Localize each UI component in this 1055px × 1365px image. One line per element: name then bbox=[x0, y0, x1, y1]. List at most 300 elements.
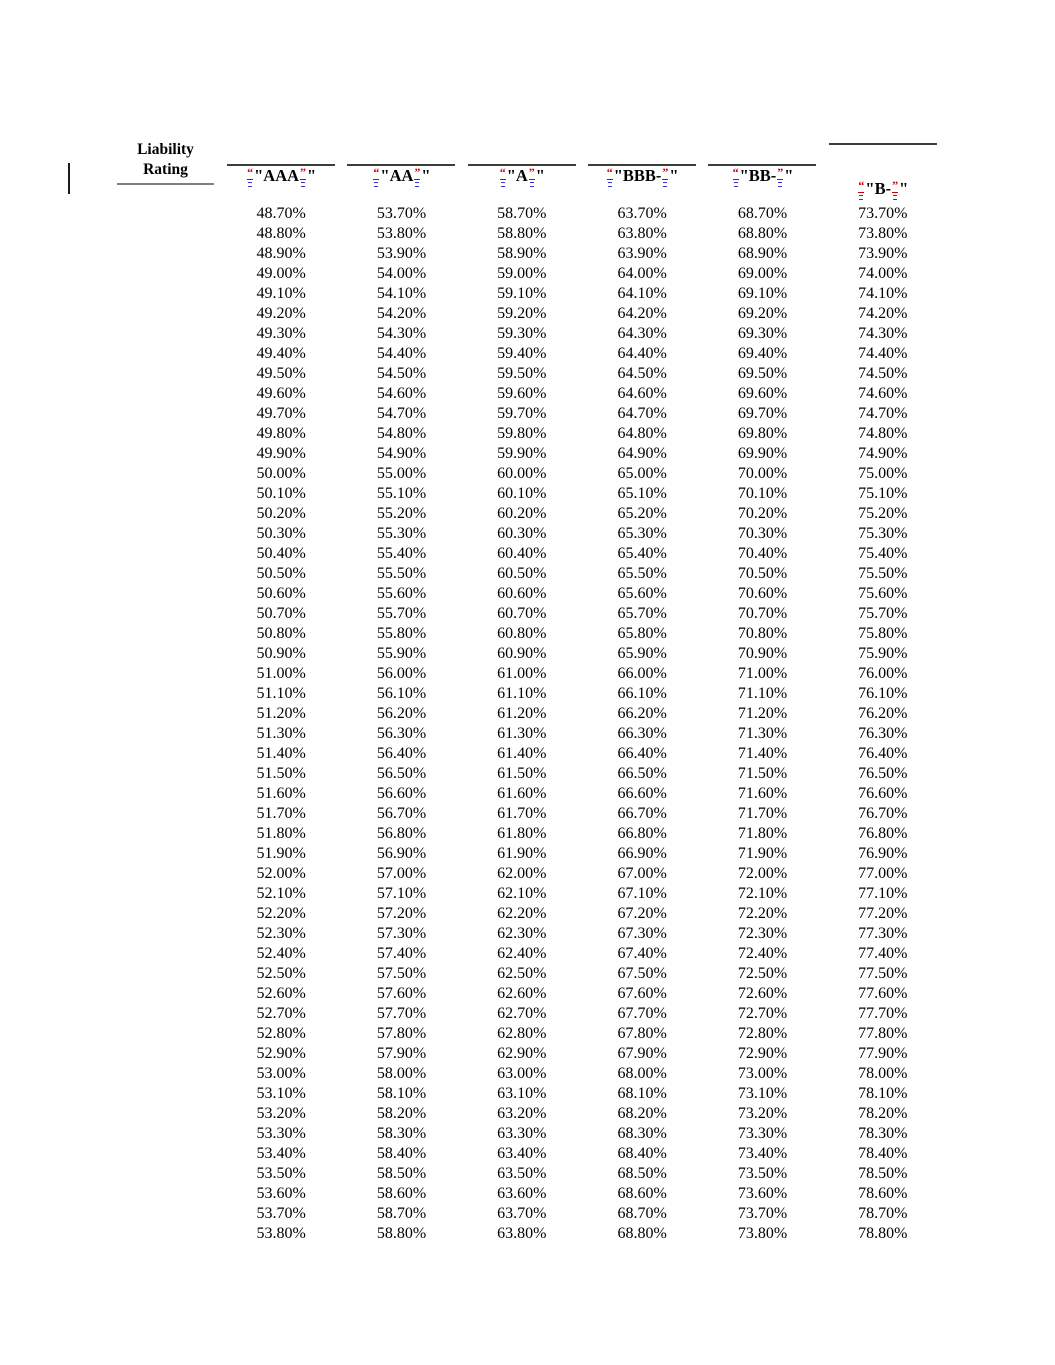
table-row bbox=[221, 1184, 943, 1204]
table-row bbox=[221, 744, 943, 764]
table-cell: 64.30% bbox=[617, 325, 667, 342]
table-cell: 64.70% bbox=[617, 405, 667, 422]
column-overline bbox=[829, 143, 937, 145]
table-cell: 73.70% bbox=[858, 205, 908, 222]
table-cell: 65.80% bbox=[617, 625, 667, 642]
table-row bbox=[221, 664, 943, 684]
inserted-close-quote: ” bbox=[777, 165, 784, 179]
table-body bbox=[221, 204, 943, 1244]
table-cell: 68.20% bbox=[617, 1105, 667, 1122]
column-label: AA bbox=[389, 166, 414, 185]
table-row bbox=[221, 704, 943, 724]
table-cell: 76.80% bbox=[858, 825, 908, 842]
table-cell: 55.20% bbox=[376, 505, 427, 522]
table-cell: 50.30% bbox=[256, 525, 306, 542]
table-cell: 74.30% bbox=[858, 325, 908, 342]
table-cell: 75.30% bbox=[858, 525, 908, 542]
table-cell: 65.70% bbox=[617, 605, 667, 622]
table-cell: 73.40% bbox=[737, 1145, 788, 1162]
table-cell: 77.00% bbox=[858, 865, 908, 882]
table-cell: 64.80% bbox=[617, 425, 667, 442]
table-cell: 55.40% bbox=[376, 545, 427, 562]
row-header-line2: Rating bbox=[143, 161, 188, 178]
table-cell: 61.80% bbox=[497, 825, 547, 842]
table-cell: 64.90% bbox=[617, 445, 667, 462]
table-cell: 64.10% bbox=[617, 285, 667, 302]
table-cell: 72.30% bbox=[737, 925, 788, 942]
table-row bbox=[221, 464, 943, 484]
table-cell: 56.20% bbox=[376, 705, 427, 722]
column-label: BB- bbox=[748, 166, 777, 185]
table-cell: 49.80% bbox=[256, 425, 306, 442]
table-cell: 65.90% bbox=[617, 645, 667, 662]
table-cell: 71.40% bbox=[737, 745, 788, 762]
table-cell: 74.50% bbox=[858, 365, 908, 382]
table-cell: 51.70% bbox=[256, 805, 306, 822]
inserted-open-quote: “ bbox=[732, 165, 739, 179]
table-cell: 61.10% bbox=[497, 685, 547, 702]
table-cell: 53.10% bbox=[256, 1085, 306, 1102]
table-row bbox=[221, 924, 943, 944]
column-header-aaa bbox=[221, 143, 341, 205]
table-cell: 69.10% bbox=[737, 285, 788, 302]
table-cell: 61.40% bbox=[497, 745, 547, 762]
table-cell: 78.10% bbox=[858, 1085, 908, 1102]
original-straight-quote: " bbox=[535, 166, 545, 185]
table-cell: 68.90% bbox=[737, 245, 788, 262]
table-cell: 65.40% bbox=[617, 545, 667, 562]
table-cell: 72.00% bbox=[737, 865, 788, 882]
table-cell: 56.30% bbox=[376, 725, 427, 742]
table-cell: 67.30% bbox=[617, 925, 667, 942]
table-cell: 77.60% bbox=[858, 985, 908, 1002]
table-row bbox=[221, 284, 943, 304]
table-cell: 56.10% bbox=[376, 685, 427, 702]
table-cell: 69.20% bbox=[737, 305, 788, 322]
table-cell: 64.50% bbox=[617, 365, 667, 382]
table-row bbox=[221, 1024, 943, 1044]
table-cell: 76.40% bbox=[858, 745, 908, 762]
table-cell: 60.20% bbox=[497, 505, 547, 522]
table-cell: 51.50% bbox=[256, 765, 306, 782]
table-cell: 52.70% bbox=[256, 1005, 306, 1022]
table-cell: 58.30% bbox=[376, 1125, 427, 1142]
table-row bbox=[221, 944, 943, 964]
original-straight-quote: " bbox=[380, 166, 390, 185]
table-cell: 48.70% bbox=[256, 205, 306, 222]
table-cell: 68.70% bbox=[737, 205, 788, 222]
table-cell: 66.50% bbox=[617, 765, 667, 782]
table-cell: 66.80% bbox=[617, 825, 667, 842]
table-cell: 65.10% bbox=[617, 485, 667, 502]
table-row bbox=[221, 1124, 943, 1144]
table-cell: 58.20% bbox=[376, 1105, 427, 1122]
table-cell: 71.00% bbox=[737, 665, 788, 682]
table-cell: 55.00% bbox=[376, 465, 427, 482]
table-row bbox=[221, 484, 943, 504]
table-row bbox=[221, 304, 943, 324]
table-cell: 52.20% bbox=[256, 905, 306, 922]
table-cell: 50.10% bbox=[256, 485, 306, 502]
table-cell: 62.40% bbox=[497, 945, 547, 962]
table-cell: 72.60% bbox=[737, 985, 788, 1002]
table-cell: 63.20% bbox=[497, 1105, 547, 1122]
table-cell: 69.80% bbox=[737, 425, 788, 442]
table-cell: 48.90% bbox=[256, 245, 306, 262]
table-cell: 53.30% bbox=[256, 1125, 306, 1142]
column-header-bbb-minus bbox=[582, 143, 702, 205]
table-row bbox=[221, 1084, 943, 1104]
column-header-bb-minus bbox=[702, 143, 822, 205]
table-cell: 59.50% bbox=[497, 365, 547, 382]
table-cell: 56.00% bbox=[376, 665, 427, 682]
column-label: A bbox=[515, 166, 528, 185]
table-cell: 68.10% bbox=[617, 1085, 667, 1102]
table-cell: 72.40% bbox=[737, 945, 788, 962]
table-cell: 67.40% bbox=[617, 945, 667, 962]
table-cell: 72.10% bbox=[737, 885, 788, 902]
table-cell: 65.60% bbox=[617, 585, 667, 602]
table-cell: 61.50% bbox=[497, 765, 547, 782]
table-cell: 70.20% bbox=[737, 505, 788, 522]
table-cell: 51.80% bbox=[256, 825, 306, 842]
table-cell: 49.90% bbox=[256, 445, 306, 462]
table-cell: 52.00% bbox=[256, 865, 306, 882]
original-straight-quote: " bbox=[784, 166, 794, 185]
inserted-close-quote: ” bbox=[528, 165, 535, 179]
table-cell: 72.50% bbox=[737, 965, 788, 982]
table-row bbox=[221, 624, 943, 644]
table-cell: 73.70% bbox=[737, 1205, 788, 1222]
row-header-liability-rating bbox=[117, 140, 214, 185]
table-cell: 75.60% bbox=[858, 585, 908, 602]
table-cell: 59.30% bbox=[497, 325, 547, 342]
table-cell: 77.30% bbox=[858, 925, 908, 942]
table-cell: 78.40% bbox=[858, 1145, 908, 1162]
table-cell: 59.70% bbox=[497, 405, 547, 422]
table-cell: 77.40% bbox=[858, 945, 908, 962]
table-cell: 72.70% bbox=[737, 1005, 788, 1022]
inserted-open-quote: “ bbox=[247, 165, 254, 179]
table-cell: 54.50% bbox=[376, 365, 427, 382]
table-cell: 50.60% bbox=[256, 585, 306, 602]
table-cell: 66.60% bbox=[617, 785, 667, 802]
table-cell: 74.20% bbox=[858, 305, 908, 322]
table-cell: 56.60% bbox=[376, 785, 427, 802]
table-cell: 73.30% bbox=[737, 1125, 788, 1142]
table-cell: 59.40% bbox=[497, 345, 547, 362]
table-cell: 74.70% bbox=[858, 405, 908, 422]
original-straight-quote: " bbox=[506, 166, 516, 185]
table-cell: 53.00% bbox=[256, 1065, 306, 1082]
table-cell: 63.00% bbox=[497, 1065, 547, 1082]
table-row bbox=[221, 724, 943, 744]
table-row bbox=[221, 1064, 943, 1084]
table-cell: 73.80% bbox=[737, 1225, 788, 1242]
inserted-close-quote: ” bbox=[662, 165, 669, 179]
table-cell: 57.10% bbox=[376, 885, 427, 902]
table-cell: 59.80% bbox=[497, 425, 547, 442]
table-row bbox=[221, 684, 943, 704]
table-cell: 60.60% bbox=[497, 585, 547, 602]
table-row bbox=[221, 1004, 943, 1024]
table-cell: 55.50% bbox=[376, 565, 427, 582]
table-cell: 65.50% bbox=[617, 565, 667, 582]
table-cell: 57.70% bbox=[376, 1005, 427, 1022]
table-cell: 50.90% bbox=[256, 645, 306, 662]
table-cell: 61.00% bbox=[497, 665, 547, 682]
table-cell: 74.90% bbox=[858, 445, 908, 462]
table-cell: 78.30% bbox=[858, 1125, 908, 1142]
original-straight-quote: " bbox=[865, 179, 875, 198]
table-cell: 59.00% bbox=[497, 265, 547, 282]
table-cell: 52.90% bbox=[256, 1045, 306, 1062]
table-cell: 67.80% bbox=[617, 1025, 667, 1042]
table-cell: 69.40% bbox=[737, 345, 788, 362]
table-cell: 77.50% bbox=[858, 965, 908, 982]
table-cell: 50.00% bbox=[256, 465, 306, 482]
table-cell: 63.30% bbox=[497, 1125, 547, 1142]
table-cell: 62.20% bbox=[497, 905, 547, 922]
table-cell: 58.70% bbox=[376, 1205, 427, 1222]
table-cell: 76.60% bbox=[858, 785, 908, 802]
table-cell: 60.00% bbox=[497, 465, 547, 482]
table-cell: 52.80% bbox=[256, 1025, 306, 1042]
table-cell: 67.00% bbox=[617, 865, 667, 882]
table-cell: 73.60% bbox=[737, 1185, 788, 1202]
table-cell: 78.50% bbox=[858, 1165, 908, 1182]
table-cell: 54.40% bbox=[376, 345, 427, 362]
table-cell: 58.00% bbox=[376, 1065, 427, 1082]
table-cell: 60.40% bbox=[497, 545, 547, 562]
table-cell: 62.60% bbox=[497, 985, 547, 1002]
table-cell: 62.10% bbox=[497, 885, 547, 902]
table-row bbox=[221, 384, 943, 404]
table-cell: 60.70% bbox=[497, 605, 547, 622]
table-row bbox=[221, 1104, 943, 1124]
table-cell: 58.10% bbox=[376, 1085, 427, 1102]
table-cell: 54.30% bbox=[376, 325, 427, 342]
table-cell: 58.90% bbox=[497, 245, 547, 262]
table-cell: 73.80% bbox=[858, 225, 908, 242]
table-cell: 71.10% bbox=[737, 685, 788, 702]
table-cell: 65.20% bbox=[617, 505, 667, 522]
table-cell: 54.60% bbox=[376, 385, 427, 402]
table-cell: 62.90% bbox=[497, 1045, 547, 1062]
table-cell: 68.30% bbox=[617, 1125, 667, 1142]
table-cell: 52.10% bbox=[256, 885, 306, 902]
table-cell: 49.00% bbox=[256, 265, 306, 282]
table-cell: 53.20% bbox=[256, 1105, 306, 1122]
table-cell: 54.10% bbox=[376, 285, 427, 302]
table-row bbox=[221, 444, 943, 464]
table-cell: 57.30% bbox=[376, 925, 427, 942]
table-cell: 63.70% bbox=[497, 1205, 547, 1222]
table-cell: 72.20% bbox=[737, 905, 788, 922]
table-row bbox=[221, 864, 943, 884]
table-row bbox=[221, 424, 943, 444]
table-cell: 53.80% bbox=[376, 225, 427, 242]
table-cell: 67.10% bbox=[617, 885, 667, 902]
table-cell: 66.30% bbox=[617, 725, 667, 742]
table-cell: 66.70% bbox=[617, 805, 667, 822]
row-header-line1: Liability bbox=[137, 141, 194, 158]
table-cell: 75.10% bbox=[858, 485, 908, 502]
table-cell: 63.70% bbox=[617, 205, 667, 222]
table-cell: 71.80% bbox=[737, 825, 788, 842]
table-cell: 70.40% bbox=[737, 545, 788, 562]
table-cell: 53.50% bbox=[256, 1165, 306, 1182]
table-cell: 54.90% bbox=[376, 445, 427, 462]
table-row bbox=[221, 844, 943, 864]
original-straight-quote: " bbox=[421, 166, 431, 185]
table-cell: 63.50% bbox=[497, 1165, 547, 1182]
table-cell: 61.30% bbox=[497, 725, 547, 742]
table-cell: 69.00% bbox=[737, 265, 788, 282]
table-row bbox=[221, 644, 943, 664]
table-cell: 70.80% bbox=[737, 625, 788, 642]
table-row bbox=[221, 504, 943, 524]
table-cell: 50.40% bbox=[256, 545, 306, 562]
table-cell: 64.60% bbox=[617, 385, 667, 402]
table-cell: 62.70% bbox=[497, 1005, 547, 1022]
table-cell: 53.60% bbox=[256, 1185, 306, 1202]
table-cell: 57.20% bbox=[376, 905, 427, 922]
table-cell: 53.40% bbox=[256, 1145, 306, 1162]
table-cell: 77.80% bbox=[858, 1025, 908, 1042]
table-cell: 66.10% bbox=[617, 685, 667, 702]
table-cell: 70.50% bbox=[737, 565, 788, 582]
inserted-open-quote: “ bbox=[858, 178, 865, 192]
table-cell: 75.20% bbox=[858, 505, 908, 522]
table-cell: 54.70% bbox=[376, 405, 427, 422]
inserted-open-quote: “ bbox=[606, 165, 613, 179]
table-cell: 67.90% bbox=[617, 1045, 667, 1062]
table-cell: 77.70% bbox=[858, 1005, 908, 1022]
table-cell: 49.20% bbox=[256, 305, 306, 322]
inserted-open-quote: “ bbox=[373, 165, 380, 179]
table-cell: 58.80% bbox=[376, 1225, 427, 1242]
table-cell: 78.80% bbox=[858, 1225, 908, 1242]
table-cell: 60.50% bbox=[497, 565, 547, 582]
table-cell: 57.90% bbox=[376, 1045, 427, 1062]
original-straight-quote: " bbox=[899, 179, 909, 198]
original-straight-quote: " bbox=[613, 166, 623, 185]
table-cell: 77.20% bbox=[858, 905, 908, 922]
tracked-change-bar bbox=[68, 163, 70, 194]
table-cell: 50.20% bbox=[256, 505, 306, 522]
table-cell: 72.90% bbox=[737, 1045, 788, 1062]
table-cell: 58.50% bbox=[376, 1165, 427, 1182]
table-row bbox=[221, 584, 943, 604]
table-cell: 60.90% bbox=[497, 645, 547, 662]
table-cell: 74.60% bbox=[858, 385, 908, 402]
table-cell: 53.90% bbox=[376, 245, 427, 262]
table-cell: 59.20% bbox=[497, 305, 547, 322]
table-cell: 52.40% bbox=[256, 945, 306, 962]
table-cell: 75.80% bbox=[858, 625, 908, 642]
table-row bbox=[221, 984, 943, 1004]
table-cell: 70.00% bbox=[737, 465, 788, 482]
table-cell: 77.10% bbox=[858, 885, 908, 902]
table-cell: 68.70% bbox=[617, 1205, 667, 1222]
table-cell: 78.70% bbox=[858, 1205, 908, 1222]
table-cell: 61.90% bbox=[497, 845, 547, 862]
table-cell: 49.60% bbox=[256, 385, 306, 402]
table-cell: 56.50% bbox=[376, 765, 427, 782]
table-cell: 75.50% bbox=[858, 565, 908, 582]
table-row bbox=[221, 224, 943, 244]
table-cell: 59.10% bbox=[497, 285, 547, 302]
table-cell: 60.30% bbox=[497, 525, 547, 542]
table-cell: 55.30% bbox=[376, 525, 427, 542]
table-row bbox=[221, 824, 943, 844]
table-cell: 73.00% bbox=[737, 1065, 788, 1082]
table-cell: 63.60% bbox=[497, 1185, 547, 1202]
table-cell: 78.00% bbox=[858, 1065, 908, 1082]
table-cell: 65.00% bbox=[617, 465, 667, 482]
table-cell: 67.50% bbox=[617, 965, 667, 982]
table-cell: 56.40% bbox=[376, 745, 427, 762]
table-cell: 66.90% bbox=[617, 845, 667, 862]
table-cell: 76.00% bbox=[858, 665, 908, 682]
table-cell: 58.70% bbox=[497, 205, 547, 222]
table-cell: 57.50% bbox=[376, 965, 427, 982]
table-cell: 55.80% bbox=[376, 625, 427, 642]
table-cell: 49.70% bbox=[256, 405, 306, 422]
table-cell: 63.80% bbox=[497, 1225, 547, 1242]
table-cell: 68.50% bbox=[617, 1165, 667, 1182]
table-row bbox=[221, 204, 943, 224]
table-cell: 51.30% bbox=[256, 725, 306, 742]
table-cell: 53.70% bbox=[256, 1205, 306, 1222]
table-cell: 58.40% bbox=[376, 1145, 427, 1162]
table-cell: 62.50% bbox=[497, 965, 547, 982]
table-cell: 60.80% bbox=[497, 625, 547, 642]
table-cell: 52.30% bbox=[256, 925, 306, 942]
inserted-open-quote: “ bbox=[499, 165, 506, 179]
table-cell: 63.90% bbox=[617, 245, 667, 262]
table-cell: 64.40% bbox=[617, 345, 667, 362]
table-row bbox=[221, 244, 943, 264]
table-row bbox=[221, 1044, 943, 1064]
table-cell: 76.90% bbox=[858, 845, 908, 862]
table-cell: 78.60% bbox=[858, 1185, 908, 1202]
table-cell: 66.00% bbox=[617, 665, 667, 682]
inserted-close-quote: ” bbox=[300, 165, 307, 179]
table-cell: 69.90% bbox=[737, 445, 788, 462]
table-cell: 56.90% bbox=[376, 845, 427, 862]
table-cell: 54.80% bbox=[376, 425, 427, 442]
table-cell: 49.50% bbox=[256, 365, 306, 382]
table-cell: 74.40% bbox=[858, 345, 908, 362]
table-cell: 70.60% bbox=[737, 585, 788, 602]
table-cell: 61.70% bbox=[497, 805, 547, 822]
table-cell: 50.80% bbox=[256, 625, 306, 642]
table-cell: 71.50% bbox=[737, 765, 788, 782]
table-cell: 75.00% bbox=[858, 465, 908, 482]
table-cell: 68.60% bbox=[617, 1185, 667, 1202]
table-cell: 52.60% bbox=[256, 985, 306, 1002]
table-cell: 75.70% bbox=[858, 605, 908, 622]
table-cell: 55.90% bbox=[376, 645, 427, 662]
table-cell: 70.30% bbox=[737, 525, 788, 542]
table-row bbox=[221, 764, 943, 784]
table-cell: 49.40% bbox=[256, 345, 306, 362]
table-cell: 51.60% bbox=[256, 785, 306, 802]
table-row bbox=[221, 544, 943, 564]
table-cell: 71.90% bbox=[737, 845, 788, 862]
